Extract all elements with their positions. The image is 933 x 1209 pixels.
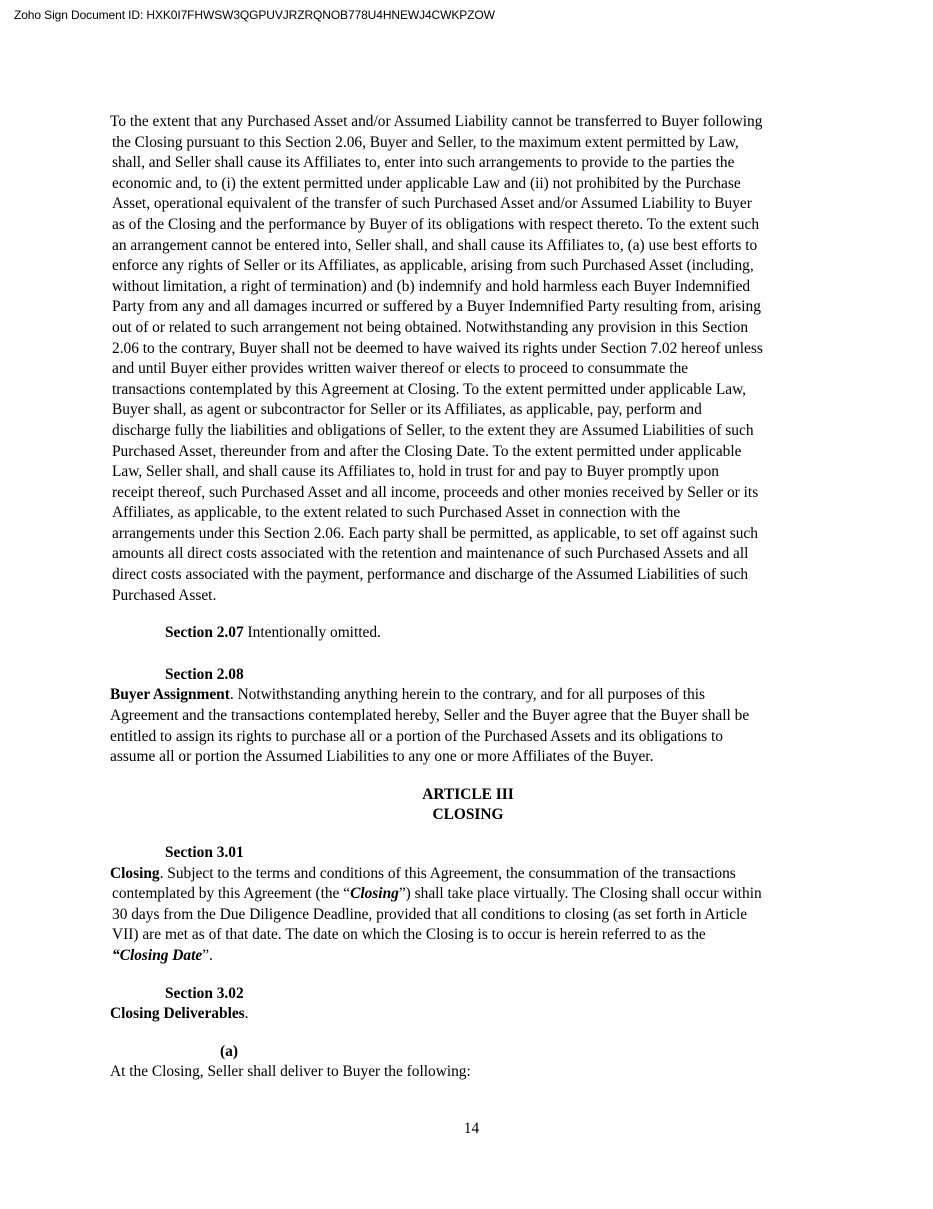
paragraph-line: Purchased Asset, thereunder from and after the Closing Date. To the extent permitted under applicable bbox=[112, 442, 742, 460]
paragraph-line: out of or related to such arrangement not being obtained. Notwithstanding any provision in this Section bbox=[112, 318, 749, 336]
paragraph-line: 2.06 to the contrary, Buyer shall not be deemed to have waived its rights under Section 7.02 hereof unless bbox=[112, 339, 763, 357]
paragraph-line: without limitation, a right of termination) and (b) indemnify and hold harmless each Buyer Indemnified bbox=[112, 277, 751, 295]
section-title: Closing Deliverables bbox=[110, 1005, 245, 1023]
paragraph-line: Buyer shall, as agent or subcontractor for Seller or its Affiliates, as applicable, pay, perform and bbox=[112, 401, 702, 419]
paragraph-line: To the extent that any Purchased Asset and/or Assumed Liability cannot be transferred to Buyer following bbox=[110, 113, 763, 130]
paragraph-line: “Closing Date”. bbox=[112, 946, 213, 964]
paragraph-line: direct costs associated with the payment, performance and discharge of the Assumed Liabilities of such bbox=[112, 566, 749, 584]
section-text: Intentionally omitted. bbox=[243, 624, 381, 642]
paragraph-line: entitled to assign its rights to purchase all or a portion of the Purchased Assets and its obligations to bbox=[110, 727, 723, 745]
paragraph-line: enforce any rights of Seller or its Affiliates, as applicable, arising from such Purchased Asset (including, bbox=[112, 257, 754, 275]
paragraph-line: as of the Closing and the performance by Buyer of its obligations with respect thereto. To the extent such bbox=[112, 215, 760, 233]
section-number: Section 3.01 bbox=[165, 844, 244, 861]
paragraph-line: Asset, operational equivalent of the transfer of such Purchased Asset and/or Assumed Liability to Buyer bbox=[112, 195, 752, 213]
paragraph-line: Law, Seller shall, and shall cause its Affiliates to, hold in trust for and pay to Buyer promptly upon bbox=[112, 463, 719, 481]
paragraph-line: assume all or portion the Assumed Liabilities to any one or more Affiliates of the Buyer. bbox=[110, 748, 654, 766]
paragraph-line: transactions contemplated by this Agreement at Closing. To the extent permitted under applicable Law, bbox=[112, 380, 747, 398]
paragraph-line: economic and, to (i) the extent permitted under applicable Law and (ii) not prohibited by the Purchase bbox=[112, 174, 741, 192]
section-first-line: Closing Deliverables. bbox=[110, 1005, 249, 1023]
paragraph-line: shall, and Seller shall cause its Affiliates to, enter into such arrangements to provide to the parties the bbox=[112, 154, 735, 172]
section-number: Section 2.08 bbox=[165, 665, 244, 683]
paragraph-line: Affiliates, as applicable, to the extent related to such Purchased Asset in connection with the bbox=[112, 504, 681, 522]
article-number: ARTICLE III bbox=[422, 785, 514, 803]
paragraph-line: Purchased Asset. bbox=[112, 586, 217, 604]
paragraph-line: the Closing pursuant to this Section 2.06, Buyer and Seller, to the maximum extent permitted by Law, bbox=[112, 133, 739, 151]
document-id-header: Zoho Sign Document ID: HXK0I7FHWSW3QGPUVJRZRQNOB778U4HNEWJ4CWKPZOW bbox=[14, 8, 495, 22]
section-title: Buyer Assignment bbox=[110, 686, 230, 704]
page-number: 14 bbox=[463, 1120, 480, 1137]
section-2-08 bbox=[110, 665, 826, 768]
section-3-01 bbox=[110, 843, 826, 967]
subsection-a bbox=[110, 1042, 826, 1083]
paragraph-line: discharge fully the liabilities and obligations of Seller, to the extent they are Assumed Liabilities of such bbox=[112, 421, 754, 439]
article-heading bbox=[110, 785, 826, 826]
paragraph-line: arrangements under this Section 2.06. Each party shall be permitted, as applicable, to set off against such bbox=[112, 524, 758, 542]
paragraph-line: VII) are met as of that date. The date on which the Closing is to occur is herein referred to as the bbox=[112, 926, 706, 944]
section-first-line: Closing. Subject to the terms and conditions of this Agreement, the consummation of the transactions bbox=[110, 864, 736, 882]
paragraph-line: Party from any and all damages incurred or suffered by a Buyer Indemnified Party resulting from, arising bbox=[112, 298, 761, 316]
paragraph-line: At the Closing, Seller shall deliver to Buyer the following: bbox=[110, 1063, 471, 1081]
page-body bbox=[110, 112, 826, 1083]
paragraph-line: Agreement and the transactions contemplated hereby, Seller and the Buyer agree that the Buyer shall be bbox=[110, 707, 750, 725]
paragraph-line: an arrangement cannot be entered into, Seller shall, and shall cause its Affiliates to, (a) use best efforts to bbox=[112, 236, 758, 254]
section-title: Closing bbox=[110, 864, 160, 882]
article-title: CLOSING bbox=[432, 806, 504, 824]
section-2-06-paragraph bbox=[110, 112, 826, 606]
section-number: Section 3.02 bbox=[165, 984, 244, 1002]
paragraph-line: receipt thereof, such Purchased Asset and all income, proceeds and other monies received by Seller or its bbox=[112, 483, 759, 501]
section-first-line: Buyer Assignment. Notwithstanding anything herein to the contrary, and for all purposes of this bbox=[110, 686, 706, 704]
section-3-02 bbox=[110, 984, 826, 1025]
subsection-label: (a) bbox=[220, 1042, 238, 1060]
paragraph-line: contemplated by this Agreement (the “Closing”) shall take place virtually. The Closing shall occur within bbox=[112, 885, 762, 903]
defined-term: Closing bbox=[350, 885, 399, 903]
paragraph-line: and until Buyer either provides written waiver thereof or elects to proceed to consummate the bbox=[112, 360, 689, 378]
section-2-07 bbox=[110, 623, 826, 644]
paragraph-line: 30 days from the Due Diligence Deadline, provided that all conditions to closing (as set forth in Article bbox=[112, 905, 748, 923]
paragraph-line: amounts all direct costs associated with the retention and maintenance of such Purchased Assets and all bbox=[112, 545, 749, 563]
section-number: Section 2.07 bbox=[165, 624, 244, 642]
defined-term: “Closing Date bbox=[112, 946, 203, 964]
